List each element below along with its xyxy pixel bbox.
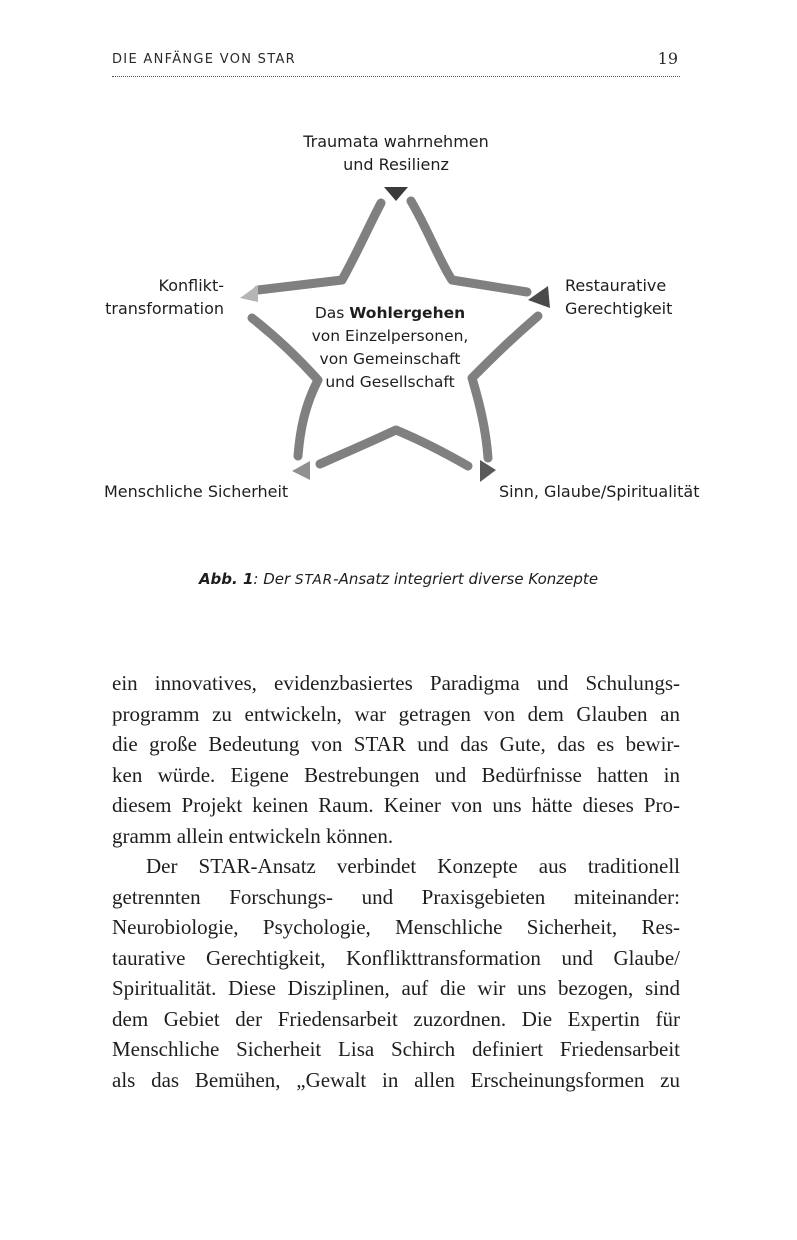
arrowhead-right bbox=[528, 286, 550, 308]
text-line: die große Bedeutung von STAR und das Gute, das es bewir- bbox=[112, 732, 680, 756]
text-line: diesem Projekt keinen Raum. Keiner von uns hätte dieses Pro- bbox=[112, 793, 680, 817]
star-arrow-segment-left-top bbox=[258, 203, 381, 290]
text-line: dem Gebiet der Friedensarbeit zuzordnen. Die Expertin für bbox=[112, 1006, 680, 1031]
figure-caption: Abb. 1: Der STAR-Ansatz integriert diverse Konzepte bbox=[198, 570, 599, 588]
paragraph-1 bbox=[112, 668, 680, 851]
label-meaning-faith: Sinn, Glaube/Spiritualität bbox=[499, 482, 700, 501]
text-line: ken würde. Eigene Bestrebungen und Bedürfnisse hatten in bbox=[112, 762, 680, 787]
text-line: gramm allein entwickeln können. bbox=[112, 823, 394, 848]
star-arrow-segment-top-right bbox=[411, 201, 527, 292]
header-dotted-rule bbox=[112, 76, 680, 77]
caption-label: Abb. 1 bbox=[198, 570, 254, 588]
text-line: Neurobiologie, Psychologie, Menschliche Sicherheit, Res- bbox=[112, 915, 680, 939]
star-arrow-segment-bottomright-bottomleft bbox=[320, 430, 468, 466]
text-line: Spiritualität. Diese Disziplinen, auf die wir uns bezogen, sind bbox=[112, 976, 680, 1000]
running-head bbox=[112, 50, 680, 72]
text-line: Der STAR-Ansatz verbindet Konzepte aus traditionell bbox=[146, 854, 680, 878]
arrowhead-left bbox=[240, 285, 258, 302]
text-line: getrennten Forschungs- und Praxisgebieten miteinander: bbox=[112, 884, 680, 909]
page-number: 19 bbox=[657, 49, 678, 68]
label-trauma-resilience: Traumata wahrnehmen und Resilienz bbox=[303, 132, 489, 174]
center-bold-word: Wohlergehen bbox=[349, 304, 466, 322]
paragraph-2 bbox=[112, 851, 680, 1095]
arrowhead-top bbox=[384, 187, 408, 201]
label-conflict-transformation: Konflikt- transformation bbox=[105, 276, 224, 318]
text-line: taurative Gerechtigkeit, Konflikttransformation und Glaube/ bbox=[112, 945, 680, 970]
star-center-text: Das Wohlergehen von Einzelpersonen, von Gemeinschaft und Gesellschaft bbox=[311, 304, 469, 391]
text-line: Menschliche Sicherheit Lisa Schirch definiert Friedensarbeit bbox=[112, 1037, 680, 1061]
label-human-security: Menschliche Sicherheit bbox=[104, 482, 289, 501]
arrowhead-bottom-left bbox=[292, 461, 310, 480]
text-line: ein innovatives, evidenzbasiertes Paradigma und Schulungs- bbox=[112, 671, 680, 695]
running-title: DIE ANFÄNGE VON STAR bbox=[112, 52, 296, 67]
label-restorative-justice: Restaurative Gerechtigkeit bbox=[565, 276, 673, 318]
text-line: als das Bemühen, „Gewalt in allen Erscheinungsformen zu bbox=[112, 1067, 680, 1092]
arrowhead-bottom-right bbox=[480, 460, 496, 482]
text-line: programm zu entwickeln, war getragen von dem Glauben an bbox=[112, 701, 680, 726]
body-text bbox=[112, 668, 680, 1095]
